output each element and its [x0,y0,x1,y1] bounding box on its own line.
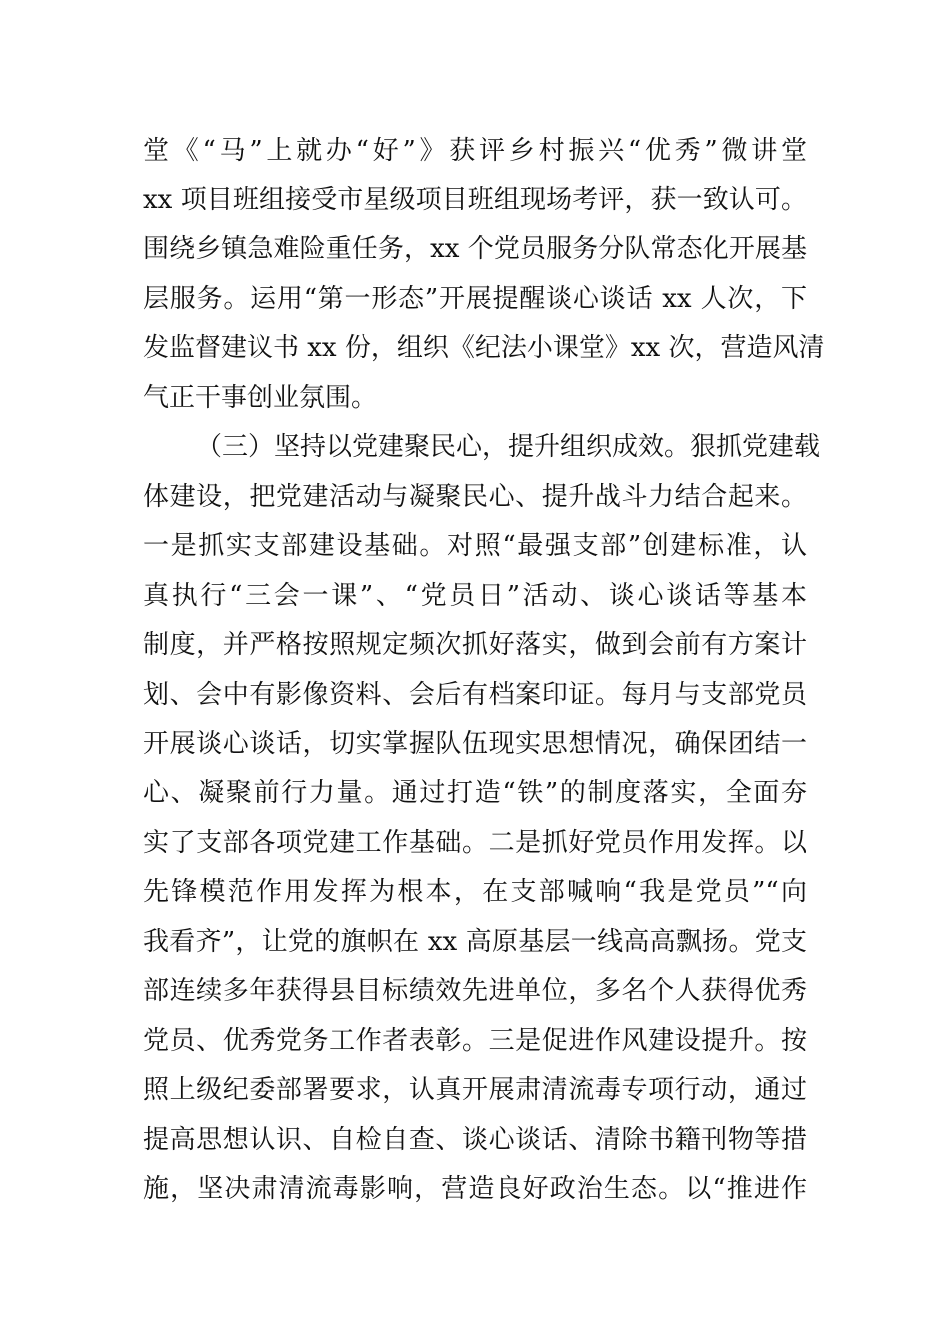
text-line: 施，坚决肃清流毒影响，营造良好政治生态。以“推进作 [143,1174,807,1204]
text-line: 照上级纪委部署要求，认真开展肃清流毒专项行动，通过 [143,1075,807,1105]
paragraph-heading-line: （三）坚持以党建聚民心，提升组织成效。狠抓党建载 [196,432,821,462]
text-line: 划、会中有影像资料、会后有档案印证。每月与支部党员 [143,680,807,710]
text-line: 制度，并严格按照规定频次抓好落实，做到会前有方案计 [143,630,807,660]
text-line: 部连续多年获得县目标绩效先进单位，多名个人获得优秀 [143,976,807,1006]
text-line: 提高思想认识、自检自查、谈心谈话、清除书籍刊物等措 [143,1125,807,1155]
text-line: 一是抓实支部建设基础。对照“最强支部”创建标准，认 [143,531,807,561]
text-line: 围绕乡镇急难险重任务，xx 个党员服务分队常态化开展基 [143,234,807,264]
text-line: xx 项目班组接受市星级项目班组现场考评，获一致认可。 [143,185,807,215]
text-line: 发监督建议书 xx 份，组织《纪法小课堂》xx 次，营造风清 [143,333,825,363]
text-line: 实了支部各项党建工作基础。二是抓好党员作用发挥。以 [143,828,807,858]
text-line: 党员、优秀党务工作者表彰。三是促进作风建设提升。按 [143,1026,807,1056]
text-line: 层服务。运用“第一形态”开展提醒谈心谈话 xx 人次，下 [143,284,807,314]
text-line: 先锋模范作用发挥为根本，在支部喊响“我是党员”“向 [143,877,807,907]
text-line: 我看齐”，让党的旗帜在 xx 高原基层一线高高飘扬。党支 [143,927,807,957]
text-line: 真执行“三会一课”、“党员日”活动、谈心谈话等基本 [143,581,807,611]
text-line: 体建设，把党建活动与凝聚民心、提升战斗力结合起来。 [143,482,807,512]
text-line: 气正干事创业氛围。 [143,383,378,413]
text-line: 开展谈心谈话，切实掌握队伍现实思想情况，确保团结一 [143,729,807,759]
text-line: 堂《“马”上就办“好”》获评乡村振兴“优秀”微讲堂 [143,136,807,166]
text-line: 心、凝聚前行力量。通过打造“铁”的制度落实，全面夯 [143,778,807,808]
